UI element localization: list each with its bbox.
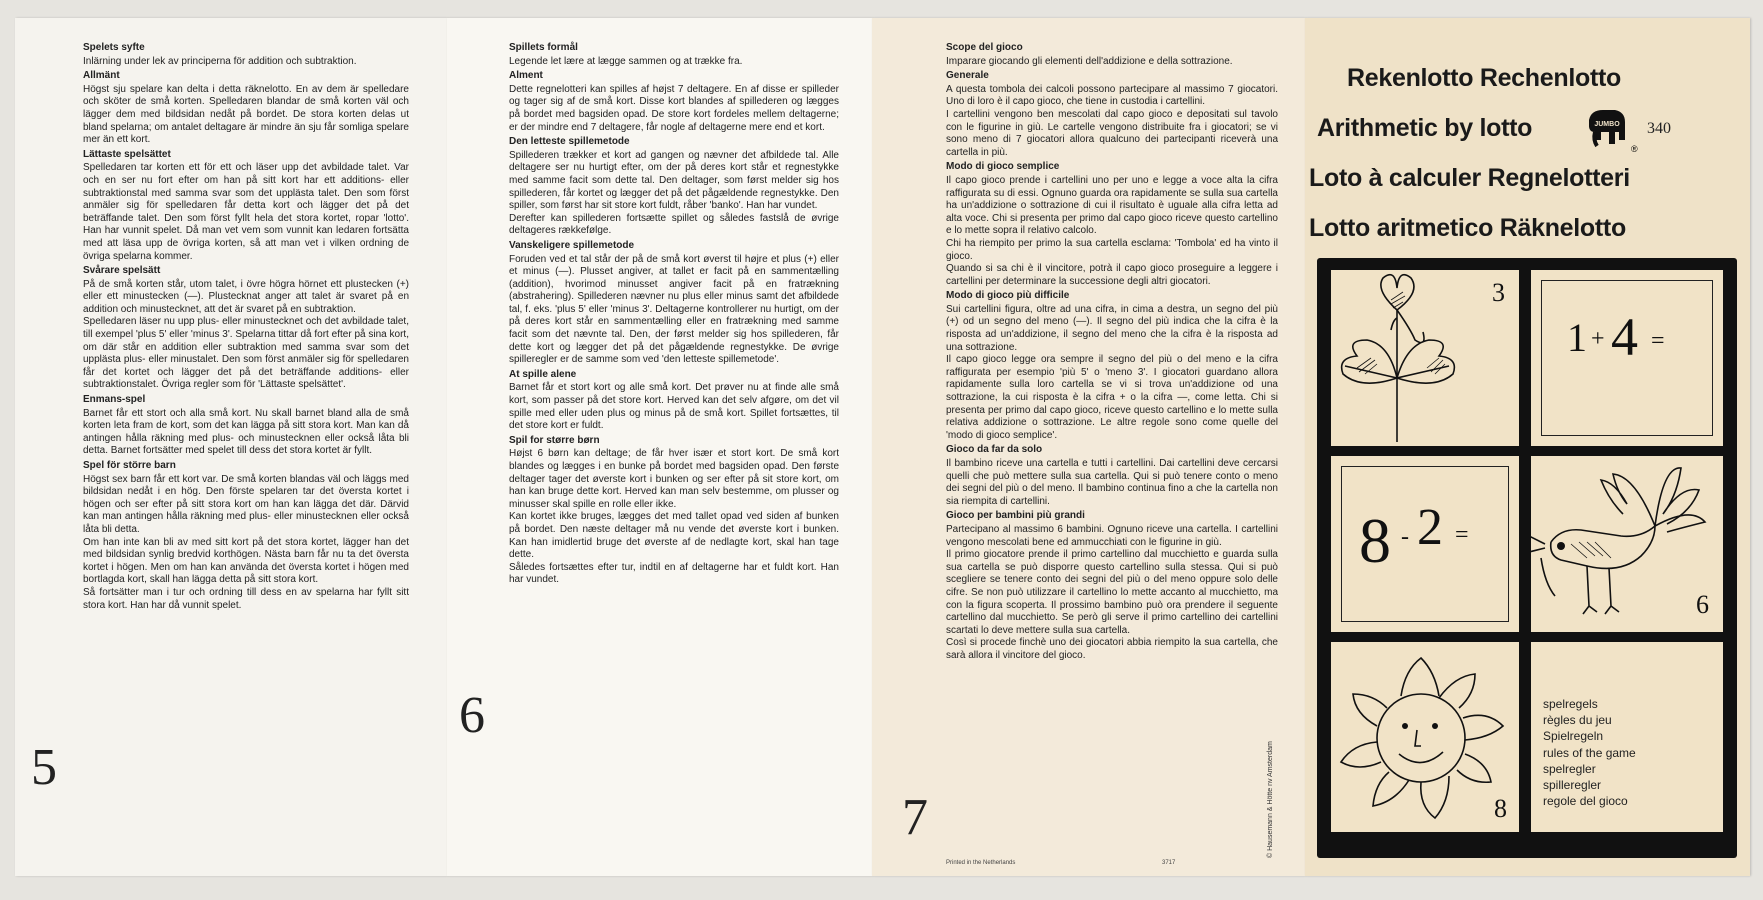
section-paragraph: Barnet får et stort kort og alle små kort. Det prøver nu at finde alle små kort, som passer på det store kort. Herved kan det selv afgøre, om det vil spille med eller uden plus og minus på de små kort. Spillet fortsættes, til det store kort er fuldt. [509, 382, 839, 432]
language-item: regole del gioco [1543, 794, 1628, 809]
card-sum-subtraction [1331, 456, 1519, 632]
section-heading: At spille alene [509, 368, 577, 380]
title-arithmetic: Arithmetic by lotto [1317, 114, 1533, 142]
panel-swedish [15, 18, 447, 876]
sum-operator: + [1591, 326, 1605, 352]
section-paragraph: Legende let lære at lægge sammen og at trække fra. [509, 55, 743, 67]
title-lotto-aritmetico: Lotto aritmetico Räknelotto [1309, 214, 1626, 242]
logo-brand-text: JUMBO [1594, 121, 1620, 128]
sum-equals: = [1455, 522, 1469, 548]
title-rekenlotto: Rekenlotto Rechenlotto [1347, 64, 1621, 92]
lotto-card-grid [1317, 258, 1737, 858]
section-paragraph: Kan kortet ikke bruges, lægges det med tallet opad ved siden af bunken på bordet. Den næste deltager må nu vende det øverste kort i bunken. Kan han imidlertid bruge det øverste af de nedlagte kort, skal han tage dette. [509, 511, 839, 561]
section-heading: Generale [946, 70, 989, 82]
card-sum-addition [1531, 270, 1723, 446]
registered-mark: ® [1631, 144, 1638, 154]
page-number: 5 [31, 739, 57, 796]
section-heading: Lättaste spelsättet [83, 148, 171, 160]
section-paragraph: Högst sju spelare kan delta i detta räknelotto. En av dem är spelledare och sköter de små korten. Spelledaren blandar de små korten väl och lägger dem med bildsidan nedåt på bordet. De stora korten delas ut bland spelarna; om antalet deltagare är mindre än sju får somliga spelare mer än ett kort. [83, 83, 409, 146]
section-paragraph: Partecipano al massimo 6 bambini. Ognuno riceve una cartella. I cartellini vengono mescolati bene ed ammucchiati con le figurine in giù. [946, 523, 1278, 548]
page-number: 7 [902, 789, 928, 846]
section-heading: Spelets syfte [83, 42, 145, 53]
section-paragraph: Spelledaren tar korten ett för ett och läser upp det avbildade talet. Var och en ser nu fort efter om han på sitt kort har ett additions- eller subtraktionstal med samma svar som det upplästa talet. Den som först anmäler sig för spelledaren får detta kort och lägger det på det beträffande talet. Den som först fyllt hela det stora kortet, ropar 'lotto'. Han har vunnit spelet. Då man vet vem som vunnit kan ledaren fortsätta med att läsa upp de övriga korten, så att man vet i vilken ordning de övriga spelarna kommer. [83, 162, 409, 262]
section-paragraph: Chi ha riempito per primo la sua cartella esclama: 'Tombola' ed ha vinto il gioco. [946, 237, 1278, 262]
sun-illustration [1331, 642, 1519, 832]
section-paragraph: På de små korten står, utom talet, i övre högra hörnet ett plustecken (+) eller ett minustecken (—). Plustecknat anger att talet är svaret på en addition och minustecknet, att det är svaret på en subtraktion. [83, 278, 409, 315]
section-heading: Modo di gioco semplice [946, 161, 1060, 173]
section-paragraph: Så fortsätter man i tur och ordning till dess en av spelarna har fyllt sitt stora kort. Han har då vunnit spelet. [83, 586, 409, 611]
language-item: spilleregler [1543, 778, 1602, 793]
card-languages [1531, 642, 1723, 832]
italian-rules-text [946, 40, 1278, 663]
card-number: 6 [1696, 590, 1709, 619]
card-leaves [1331, 270, 1519, 446]
section-heading: Allmänt [83, 70, 120, 82]
section-heading: Spel för större barn [83, 460, 176, 471]
sum-operator: - [1401, 524, 1409, 550]
card-bird [1531, 456, 1723, 632]
section-paragraph: Il capo gioco prende i cartellini uno per uno e legge a voce alta la cifra raffigurata su di essi. Ognuno guarda ora rapidamente se sulla sua cartella ha un'addizione o sottrazione di cui il risultato è uguale alla cifra letta ad alta voce. Chi si presenta per primo dal capo gioco riceve questo cartellino e lo mette sopra il relativo calcolo. [946, 174, 1278, 237]
section-paragraph: Sui cartellini figura, oltre ad una cifra, in cima a destra, un segno del più (+) od un segno del meno (—). Il segno del più indica che la cifra è la risposta ad un'addizione, il segno del meno che la cifra è la risposta ad una sottrazione. [946, 303, 1278, 353]
panel-danish [447, 18, 872, 876]
panel-cover [1305, 18, 1750, 876]
section-paragraph: Högst sex barn får ett kort var. De små korten blandas väl och läggs med bildsidan nedåt i en hög. Den förste spelaren tar det översta kortet i högen och ser efter på sitt stora kort om han kan lägga det där. Därvid kan man antingen hålla räkning med plus- eller minustecknen eller också låta bli detta. [83, 473, 409, 535]
section-heading: Svårare spelsätt [83, 265, 161, 277]
sum-operand-a: 1 [1567, 315, 1587, 360]
title-loto: Loto à calculer Regnelotteri [1309, 164, 1630, 192]
print-code-footer: 3717 [1162, 860, 1176, 866]
section-paragraph: Il bambino riceve una cartella e tutti i cartellini. Dai cartellini deve cercarsi quelli che può mettere sulla sua cartella. Qui si può tenere conto o meno dei segni del più o del meno. Il bambino continua fino a che la cartella non sia riempita di cartellini. [946, 458, 1278, 507]
section-paragraph: I cartellini vengono ben mescolati dal capo gioco e depositati sul tavolo con le figurine in giù. Le cartelle vengono distribuite fra i giocatori; se vi sono meno di 7 giocatori allora qualcuno dei partecipanti riceverà una cartella in più. [946, 108, 1278, 158]
language-item: rules of the game [1543, 745, 1636, 760]
section-heading: Enmans-spel [83, 394, 146, 406]
section-paragraph: Il primo giocatore prende il primo cartellino dal mucchietto e guarda sulla sua cartella se può disporre questo cartellino sulla stessa. Qui si può scegliere se tenere conto dei segni del più o del meno oppure solo delle cifre. Se non può utilizzare il cartellino lo mette accanto al mucchietto, ma con la figura scoperta. Il prossimo bambino può ora prendere il seguente cartellino dal mucchietto. Se però gli serve il primo cartellino dei cartellini scartati lo deve mettere sulla sua cartella. [946, 549, 1278, 636]
section-paragraph: A questa tombola dei calcoli possono partecipare al massimo 7 giocatori. Uno di loro è il capo gioco, che tiene in custodia i cartellini. [946, 83, 1278, 108]
page-number: 6 [459, 687, 485, 744]
copyright-note: © Hausemann & Hötte nv Amsterdam [1267, 741, 1274, 858]
sum-operand-b: 4 [1611, 307, 1638, 367]
sum-equals: = [1651, 328, 1665, 354]
card-number: 8 [1494, 794, 1507, 823]
section-paragraph: Dette regnelotteri kan spilles af højst 7 deltagere. En af disse er spilleder og tager sig af de små kort. Disse kort blandes af spillederen og lægges på bordet med bagsiden opad. De store kort fordeles mellem deltagerne; er der mindre end 7 deltagere, får nogle af deltagerne mere end et kort. [509, 83, 839, 133]
jumbo-elephant-logo [1585, 106, 1629, 150]
section-heading: Gioco per bambini più grandi [946, 510, 1085, 522]
section-paragraph: Il capo gioco legge ora sempre il segno del più o del meno e la cifra raffigurata per esempio 'più 5' o 'meno 3'. I giocatori guardano allora rapidamente sulla loro cartella se vi si trova un'addizione od una sottrazione, la cui risposta è la cifra + o la cifra —, come letta. Chi si presenta per primo dal capo gioco, riceve questo cartellino e lo mette sulla relativa addizione o sottrazione. Le altre regole sono come quelle del 'modo di gioco semplice'. [946, 354, 1278, 441]
section-paragraph: Imparare giocando gli elementi dell'addizione e della sottrazione. [946, 55, 1233, 67]
leaves-illustration [1331, 270, 1519, 446]
section-paragraph: Così si procede finchè uno dei giocatori abbia riempito la sua cartella, che sarà allora il vincitore del gioco. [946, 637, 1278, 661]
section-paragraph: Quando si sa chi è il vincitore, potrà il capo gioco proseguire a leggere i cartellini per determinare la successione degli altri giocatori. [946, 263, 1278, 287]
section-paragraph: Inlärning under lek av principerna för addition och subtraktion. [83, 55, 357, 67]
card-sun [1331, 642, 1519, 832]
section-heading: Modo di gioco più difficile [946, 290, 1070, 302]
printed-in-footer: Printed in the Netherlands [946, 860, 1016, 866]
section-heading: Scope del gioco [946, 42, 1023, 53]
section-paragraph: Barnet får ett stort och alla små kort. Nu skall barnet bland alla de små korten leta fram de kort, som det kan lägga på sitt stora kort. Man kan då antingen hålla räkning med plus- och minustecknen eller också låta bli detta. Barnet fortsätter med spelet till dess det stora kortet är fyllt. [83, 407, 409, 457]
language-item: spelregels [1543, 697, 1598, 711]
section-heading: Alment [509, 70, 543, 82]
sum-operand-a: 8 [1359, 505, 1391, 576]
section-paragraph: Højst 6 børn kan deltage; de får hver især et stort kort. De små kort blandes og lægges i en bunke på bordet med bagsiden opad. Den første deltager tager det øverste kort i bunken og ser efter på sit store kort, om han kan bruge dette kort. Herved kan man selv bestemme, om plusser og minusser skal spille en rolle eller ikke. [509, 448, 839, 510]
sum-operand-b: 2 [1417, 499, 1443, 556]
section-paragraph: Derefter kan spillederen fortsætte spillet og således fastslå de øvrige deltageres rækkefølge. [509, 212, 839, 237]
language-item: spelregler [1543, 761, 1596, 776]
bird-illustration [1531, 456, 1723, 632]
section-heading: Vanskeligere spillemetode [509, 239, 635, 251]
card-number: 3 [1492, 278, 1505, 307]
section-paragraph: Foruden ved et tal står der på de små kort øverst til højre et plus (+) eller et minus (—). Plusset angiver, at tallet er facit på en sammentælling (addition), hvorimod minusset angiver facit på en fratrækning (abstrahering). Spillederen nævner nu plus eller minus samt det afbildede tal, f. eks. 'plus 5' eller 'minus 3'. Deltagerne kontrollerer nu hurtigt, om der på deres kort står en sammentælling eller en fratrækning med samme facit som det nævnte tal. Den, der først melder sig hos spillederen, får dette kort og lægger det på det pågældende regnestykke. De øvrige spilleregler er de samme som ved 'den letteste spillemetode'. [509, 253, 839, 366]
article-number: 340 [1647, 120, 1671, 137]
section-paragraph: Således fortsættes efter tur, indtil en af deltagerne har et fuldt kort. Han har vundet. [509, 561, 839, 586]
section-heading: Spillets formål [509, 42, 578, 53]
section-heading: Gioco da far da solo [946, 444, 1043, 456]
section-heading: Spil for større børn [509, 434, 600, 446]
section-heading: Den letteste spillemetode [509, 136, 630, 148]
section-paragraph: Spelledaren läser nu upp plus- eller minustecknet och det avbildade talet, till exempel 'plus 5' eller 'minus 3'. Spelarna tittar då fort efter på sina kort, om där står en addition eller subtraktion med samma svar som det upplästa plus- eller minustalet. Den som först anmäler sig för spelledaren får det kortet och lägger det på det beträffande additions- eller subtraktionstalet. Övriga regler som för 'Lättaste spelsättet'. [83, 316, 409, 391]
language-item: règles du jeu [1543, 713, 1612, 728]
language-item: Spielregeln [1543, 729, 1604, 744]
rules-language-list [1543, 696, 1636, 809]
danish-rules-text [509, 40, 839, 587]
swedish-rules-text [83, 40, 409, 612]
section-paragraph: Spillederen trækker et kort ad gangen og nævner det afbildede tal. Alle deltagere ser nu hurtigt efter, om der på deres kort står et regnestykke med samme facit som dette tal. Den deltager, som først melder sig hos spillederen, får kortet og lægger det på det pågældende regnestykke. Den spiller, som først har sit store kort fuldt, råber 'banko'. Han har vundet. [509, 149, 839, 212]
section-paragraph: Om han inte kan bli av med sitt kort på det stora kortet, lägger han det med bildsidan synlig bredvid korthögen. Nästa barn får nu ta det översta kortet i högen. Men om han kan använda det översta kortet i högen med bortlagda kort, skall han lägga detta på sitt stora kort. [83, 536, 409, 586]
panel-italian [872, 18, 1305, 876]
